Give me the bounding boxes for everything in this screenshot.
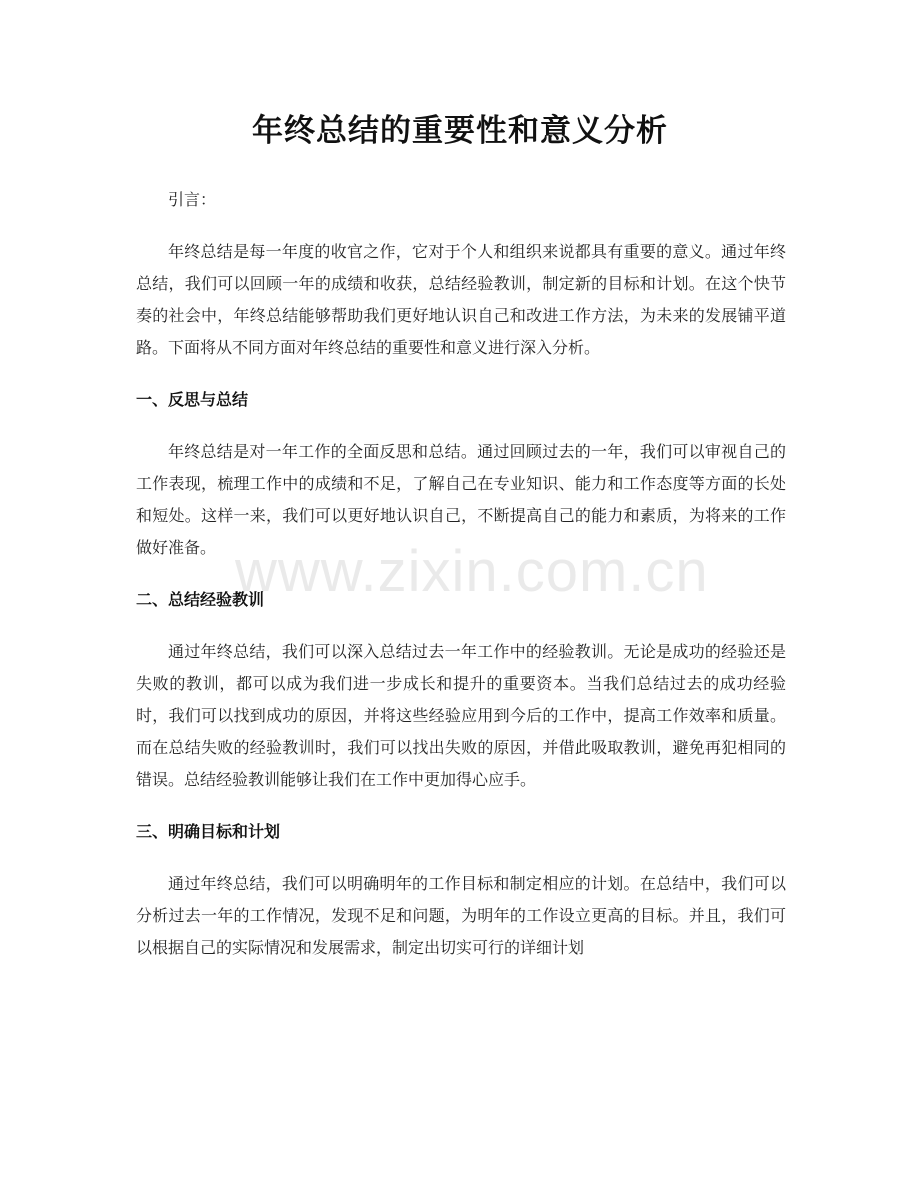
intro-paragraph: 年终总结是每一年度的收官之作，它对于个人和组织来说都具有重要的意义。通过年终总结，我们可以回顾一年的成绩和收获，总结经验教训，制定新的目标和计划。在这个快节奏的社会中，年终总结能够帮助我们更好地认识自己和改进工作方法，为未来的发展铺平道路。下面将从不同方面对年终总结的重要性和意义进行深入分析。	[136, 242, 786, 357]
section-heading-reflection: 一、反思与总结	[136, 390, 249, 409]
document-title: 年终总结的重要性和意义分析	[252, 113, 668, 149]
section-paragraph-goals: 通过年终总结，我们可以明确明年的工作目标和制定相应的计划。在总结中，我们可以分析过去一年的工作情况，发现不足和问题，为明年的工作设立更高的目标。并且，我们可以根据自己的实际情况和发展需求，制定出切实可行的详细计划	[136, 874, 786, 957]
section-heading-lessons: 二、总结经验教训	[136, 590, 265, 609]
section-paragraph-reflection: 年终总结是对一年工作的全面反思和总结。通过回顾过去的一年，我们可以审视自己的工作表现，梳理工作中的成绩和不足，了解自己在专业知识、能力和工作态度等方面的长处和短处。这样一来，我们可以更好地认识自己，不断提高自己的能力和素质，为将来的工作做好准备。	[136, 442, 786, 557]
document-body	[136, 184, 786, 984]
section-heading-goals: 三、明确目标和计划	[136, 822, 281, 841]
section-paragraph-lessons: 通过年终总结，我们可以深入总结过去一年工作中的经验教训。无论是成功的经验还是失败的教训，都可以成为我们进一步成长和提升的重要资本。当我们总结过去的成功经验时，我们可以找到成功的原因，并将这些经验应用到今后的工作中，提高工作效率和质量。而在总结失败的经验教训时，我们可以找出失败的原因，并借此吸取教训，避免再犯相同的错误。总结经验教训能够让我们在工作中更加得心应手。	[136, 642, 786, 789]
watermark: www.zixin.com.cn	[235, 539, 709, 604]
intro-label: 引言：	[168, 190, 217, 209]
